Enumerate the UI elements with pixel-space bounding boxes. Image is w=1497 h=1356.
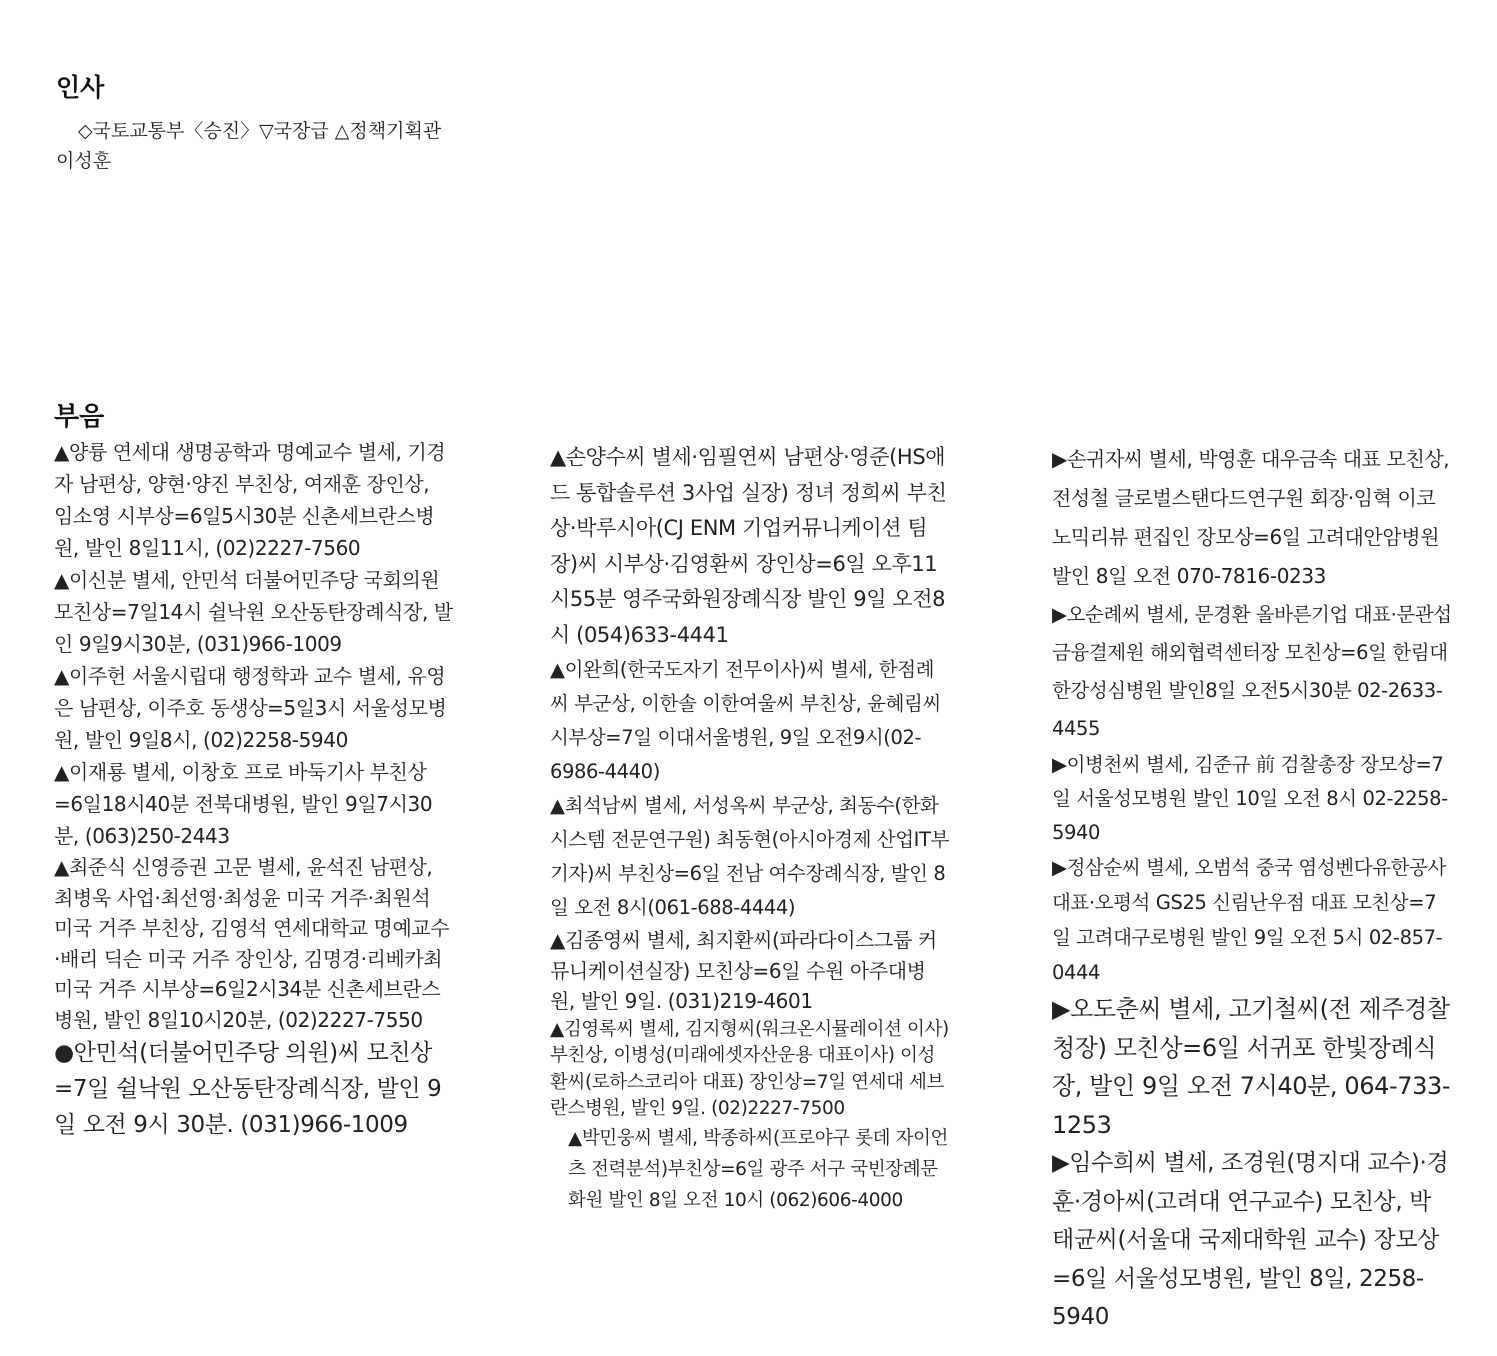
insa-line: ◇국토교통부〈승진〉▽국장급 △정책기획관 [78,120,442,142]
bueum-heading: 부음 [54,402,105,432]
obituary-entry: ▶이병천씨 별세, 김준규 前 검찰총장 장모상=7일 서울성모병원 발인 10일 오전 8시 02-2258-5940 [1052,753,1448,844]
obituary-entry: ▲박민웅씨 별세, 박종하씨(프로야구 롯데 자이언츠 전력분석)부친상=6일 광주 서구 국빈장례문화원 발인 8일 오전 10시 (062)606-4000 [568,1127,948,1211]
insa-body [56,116,456,176]
obituary-column-3 [1052,440,1452,1337]
obituary-entry: ●안민석(더불어민주당 의원)씨 모친상=7일 쉴낙원 오산동탄장례식장, 발인 9일 오전 9시 30분. (031)966-1009 [54,1040,442,1138]
obituary-entry: ▲이완희(한국도자기 전무이사)씨 별세, 한점례씨 부군상, 이한솔 이한여울씨 부친상, 윤혜림씨 시부상=7일 이대서울병원, 9일 오전9시(02-6986-4440) [550,658,941,783]
obituary-entry: ▶정삼순씨 별세, 오범석 중국 염성벤다유한공사 대표·오평석 GS25 신림난우점 대표 모친상=7일 고려대구로병원 발인 9일 오전 5시 02-857-0444 [1052,856,1446,984]
obituary-column-1 [54,436,454,1143]
obituary-entry: ▲김종영씨 별세, 최지환씨(파라다이스그룹 커뮤니케이션실장) 모친상=6일 수원 아주대병원, 발인 9일. (031)219-4601 [550,928,937,1013]
obituary-column-2 [550,440,950,1216]
obituary-entry: ▶손귀자씨 별세, 박영훈 대우금속 대표 모친상, 전성철 글로벌스탠다드연구원 회장·임혁 이코노믹리뷰 편집인 장모상=6일 고려대안암병원 발인 8일 오전 070-7816-0233 [1052,447,1450,588]
obituary-entry: ▲손양수씨 별세·임필연씨 남편상·영준(HS애드 통합솔루션 3사업 실장) 정녀 정희씨 부친상·박루시아(CJ ENM 기업커뮤니케이션 팀장)씨 시부상·김영환씨 장인상=6일 오후11시55분 영주국화원장례식장 발인 9일 오전8시 (054)633-4441 [550,445,947,647]
obituary-entry: ▲김영록씨 별세, 김지형씨(워크온시뮬레이션 이사) 부친상, 이병성(미래에셋자산운용 대표이사) 이성환씨(로하스코리아 대표) 장인상=7일 연세대 세브란스병원, 발인 9일. (02)2227-7500 [550,1018,949,1119]
obituary-entry: ▲최석남씨 별세, 서성옥씨 부군상, 최동수(한화시스템 전문연구원) 최동현(아시아경제 산업IT부 기자)씨 부친상=6일 전남 여수장례식장, 발인 8일 오전 8시(061-688-4444) [550,794,949,919]
obituary-entry: ▶오순례씨 별세, 문경환 올바른기업 대표·문관섭 금융결제원 해외협력센터장 모친상=6일 한림대 한강성심병원 발인8일 오전5시30분 02-2633-4455 [1052,603,1452,740]
obituary-entry: ▲이신분 별세, 안민석 더불어민주당 국회의원 모친상=7일14시 쉴낙원 오산동탄장례식장, 발인 9일9시30분, (031)966-1009 [54,568,453,656]
obituary-entry: ▲양륭 연세대 생명공학과 명예교수 별세, 기경자 남편상, 양현·양진 부친상, 여재훈 장인상, 임소영 시부상=6일5시30분 신촌세브란스병원, 발인 8일11시, (02)2227-7560 [54,440,446,560]
obituary-entry: ▶오도춘씨 별세, 고기철씨(전 제주경찰청장) 모친상=6일 서귀포 한빛장례식장, 발인 9일 오전 7시40분, 064-733-1253 [1052,995,1451,1139]
insa-line: 이성훈 [56,150,112,172]
obituary-entry: ▲이주헌 서울시립대 행정학과 교수 별세, 유영은 남편상, 이주호 동생상=5일3시 서울성모병원, 발인 9일8시, (02)2258-5940 [54,664,447,752]
obituary-entry: ▲이재룡 별세, 이창호 프로 바둑기사 부친상=6일18시40분 전북대병원, 발인 9일7시30분, (063)250-2443 [54,760,433,848]
obituary-entry: ▶임수희씨 별세, 조경원(명지대 교수)·경훈·경아씨(고려대 연구교수) 모친상, 박태균씨(서울대 국제대학원 교수) 장모상=6일 서울성모병원, 발인 8일, 2258-5940 [1052,1150,1449,1330]
insa-heading: 인사 [56,73,105,102]
obituary-entry: ▲최준식 신영증권 고문 별세, 윤석진 남편상, 최병욱 사업·최선영·최성윤 미국 거주·최원석 미국 거주 부친상, 김영석 연세대학교 명예교수·배리 딕슨 미국 거주 장인상, 김명경·리베카최 미국 거주 시부상=6일2시34분 신촌세브란스병원, 발인 8일10시20분, (02)2227-7550 [54,855,450,1032]
